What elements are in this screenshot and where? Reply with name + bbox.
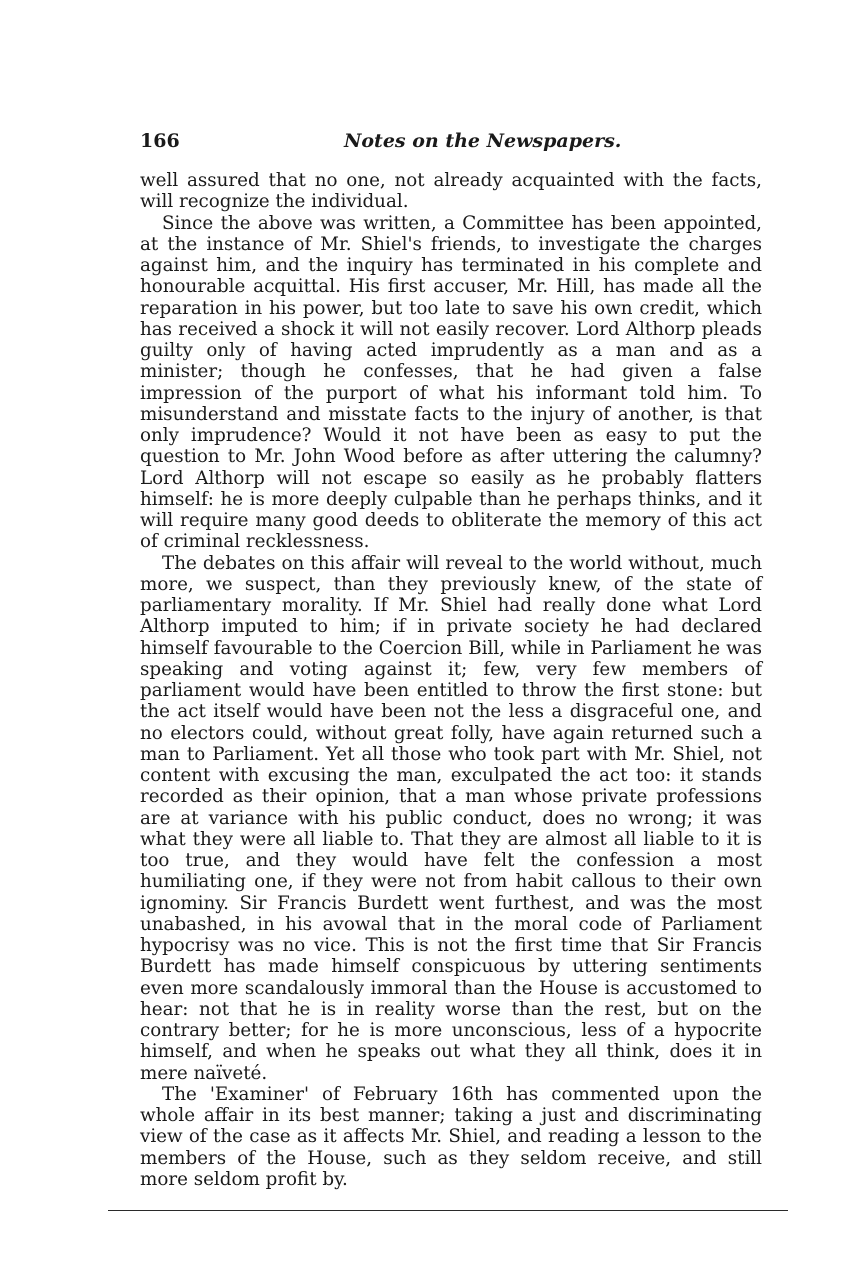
running-head: Notes on the Newspapers. (344, 130, 622, 152)
paragraph: Since the above was written, a Committee has been appointed, at the instance of Mr. Shiel's friends, to investigate the charges against him, and the inquiry has terminated in his complete and honourable acquittal. His first accuser, Mr. Hill, has made all the reparation in his power, but too late to save his own credit, which has received a shock it will not easily recover. Lord Althorp pleads guilty only of having acted imprudently as a man and as a minister; though he confesses, that he had given a false impression of the purport of what his informant told him. To misunderstand and misstate facts to the injury of another, is that only imprudence? Would it not have been as easy to put the question to Mr. John Wood before as after uttering the calumny? Lord Althorp will not escape so easily as he probably flatters himself: he is more deeply culpable than he perhaps thinks, and it will require many good deeds to obliterate the memory of this act of criminal recklessness. (140, 212, 762, 553)
bottom-rule (108, 1210, 788, 1211)
page-number: 166 (140, 130, 180, 152)
body-text (140, 170, 762, 1190)
paragraph: The debates on this affair will reveal to the world without, much more, we suspect, than they previously knew, of the state of parliamentary morality. If Mr. Shiel had really done what Lord Althorp imputed to him; if in private society he had declared himself favourable to the Coercion Bill, while in Parliament he was speaking and voting against it; few, very few members of parliament would have been entitled to throw the first stone: but the act itself would have been not the less a disgraceful one, and no electors could, without great folly, have again returned such a man to Parliament. Yet all those who took part with Mr. Shiel, not content with excusing the man, exculpated the act too: it stands recorded as their opinion, that a man whose private professions are at variance with his public conduct, does no wrong; it was what they were all liable to. That they are almost all liable to it is too true, and they would have felt the confession a most humiliating one, if they were not from habit callous to their own ignominy. Sir Francis Burdett went furthest, and was the most unabashed, in his avowal that in the moral code of Parliament hypocrisy was no vice. This is not the first time that Sir Francis Burdett has made himself conspicuous by uttering sentiments even more scandalously immoral than the House is accustomed to hear: not that he is in reality worse than the rest, but on the contrary better; for he is more unconscious, less of a hypocrite himself, and when he speaks out what they all think, does it in mere naïveté. (140, 552, 762, 1084)
paragraph: The 'Examiner' of February 16th has commented upon the whole affair in its best manner; taking a just and discriminating view of the case as it affects Mr. Shiel, and reading a lesson to the members of the House, such as they seldom receive, and still more seldom profit by. (140, 1083, 762, 1190)
paragraph: well assured that no one, not already acquainted with the facts, will recognize the individual. (140, 170, 762, 213)
page-header (140, 130, 760, 156)
